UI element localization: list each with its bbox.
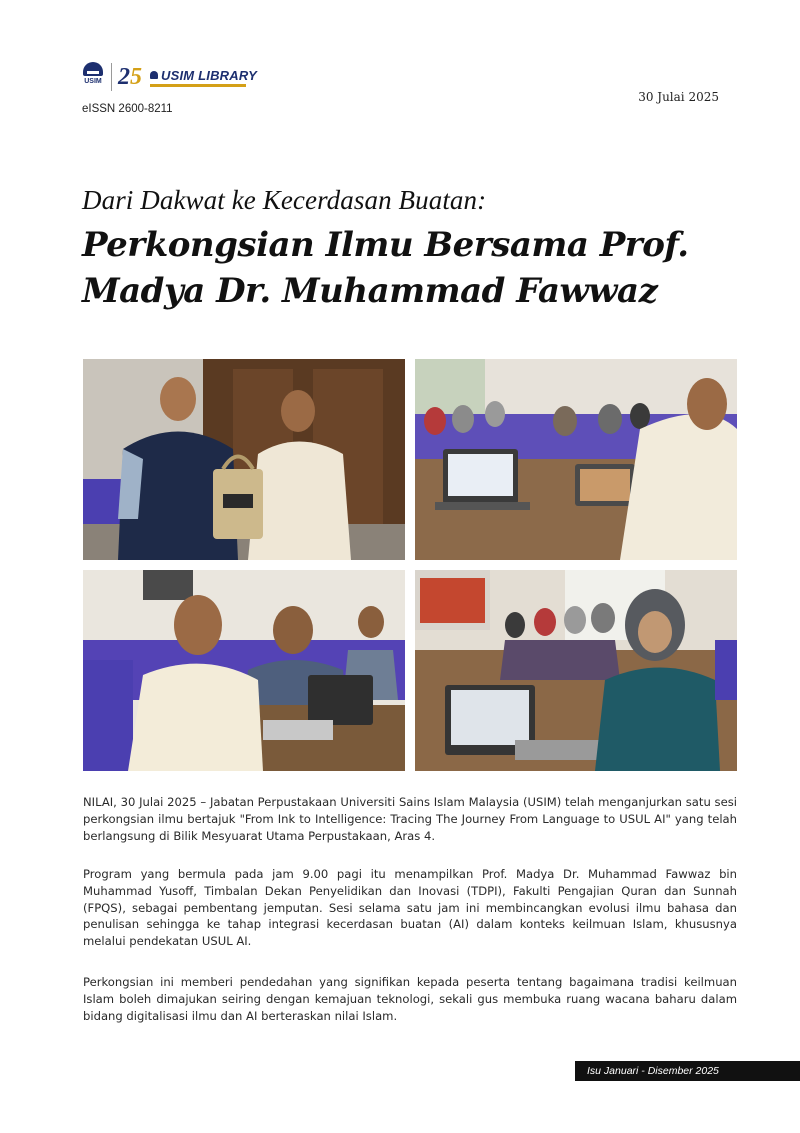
article-paragraph: NILAI, 30 Julai 2025 – Jabatan Perpustakaan Universiti Sains Islam Malaysia (USIM) telah menganjurkan satu sesi perkongsian ilmu bertajuk "From Ink to Intelligence: Tracing The Journey From Language to USUL AI" yang telah berlangsung di Bilik Mesyuarat Utama Perpustakaan, Aras 4. (83, 795, 737, 843)
header-logos (81, 60, 257, 94)
eissn-number: eISSN 2600-8211 (82, 103, 173, 115)
photo-meeting-room-participants (415, 359, 737, 560)
issue-label: Isu Januari - Disember 2025 (575, 1061, 800, 1081)
usim-dome-icon (83, 62, 103, 76)
usim-logo (81, 62, 105, 92)
library-logo-underline (150, 84, 246, 87)
library-logo-text: USIM LIBRARY (161, 67, 258, 83)
photo-souvenir-handover (83, 359, 405, 560)
photo-speaker-at-laptop (83, 570, 405, 771)
publication-date: 30 Julai 2025 (638, 90, 719, 104)
article-paragraph: Perkongsian ini memberi pendedahan yang signifikan kepada peserta tentang bagaimana tradisi keilmuan Islam boleh dimajukan seiring dengan kemajuan teknologi, sekali gus membuka ruang wacana baharu dalam bidang digitalisasi ilmu dan AI berteraskan nilai Islam. (83, 975, 737, 1023)
article-subtitle: Dari Dakwat ke Kecerdasan Buatan: (82, 185, 487, 215)
usim-library-logo (150, 68, 257, 87)
article-title: Perkongsian Ilmu Bersama Prof. Madya Dr. Muhammad Fawwaz (82, 225, 689, 311)
library-dome-icon (150, 71, 158, 79)
article-paragraph: Program yang bermula pada jam 9.00 pagi itu menampilkan Prof. Madya Dr. Muhammad Fawwaz bin Muhammad Yusoff, Timbalan Dekan Penyelidikan dan Inovasi (TDPI), Fakulti Pengajian Quran dan Sunnah (FPQS), sebagai pembentang jemputan. Sesi selama satu jam ini membincangkan evolusi ilmu bahasa dan penulisan sehingga ke tahap integrasi kecerdasan buatan (AI) dalam konteks keilmuan Islam, khususnya melalui pendekatan USUL AI. (83, 867, 737, 949)
logo-divider (111, 63, 112, 91)
photo-participants-at-table (415, 570, 737, 771)
usim-logo-text: USIM (84, 78, 102, 85)
anniversary-logo: 25 (118, 64, 142, 90)
